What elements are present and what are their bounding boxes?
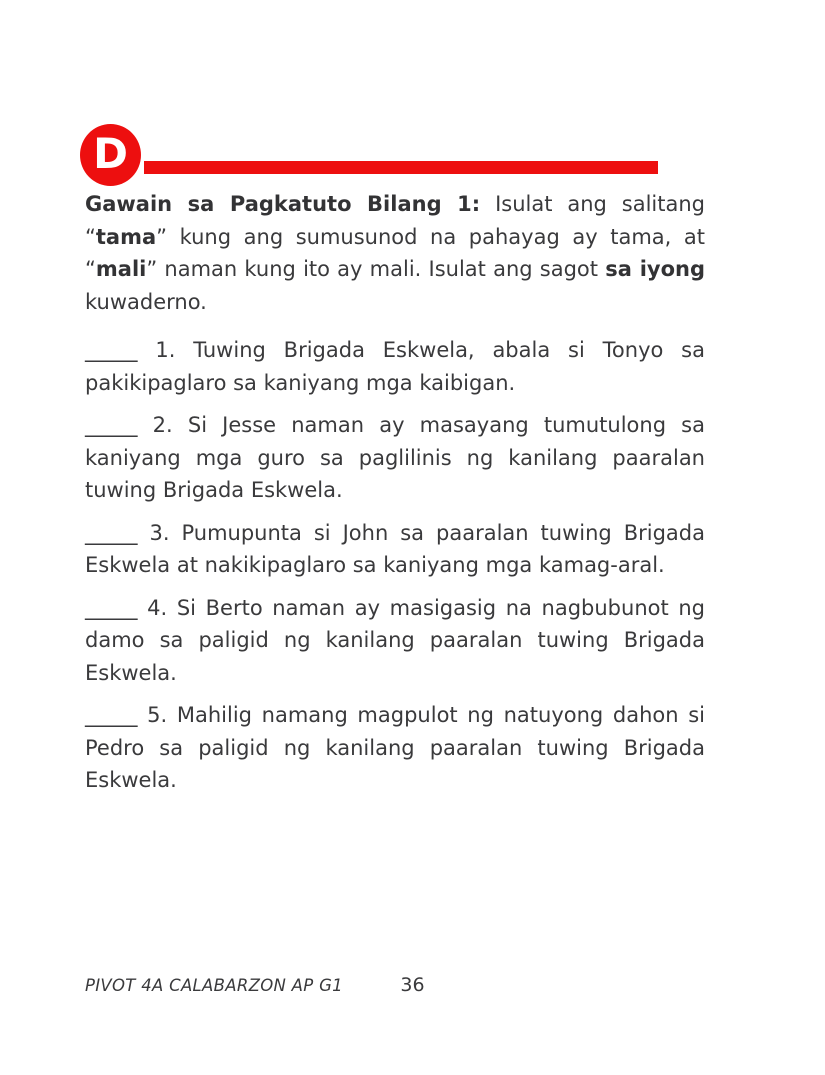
instruction-text-2: ” kung ang sumusunod na pahayag ay tama, at “ bbox=[85, 224, 705, 281]
page-number: 36 bbox=[400, 974, 425, 996]
item-text: Si Jesse naman ay masayang tumutulong sa kaniyang mga guro sa paglilinis ng kanilang paaralan tuwing Brigada Eskwela. bbox=[85, 413, 705, 502]
keyword-sa-iyong: sa iyong bbox=[605, 257, 705, 281]
worksheet-content bbox=[85, 188, 705, 807]
red-divider-line bbox=[144, 161, 658, 174]
item-number: 4. bbox=[147, 595, 168, 620]
footer-module-label: PIVOT 4A CALABARZON AP G1 bbox=[85, 976, 343, 995]
instruction-text-4: kuwaderno. bbox=[85, 289, 207, 314]
instruction-text-1: Isulat ang salitang “ bbox=[85, 192, 706, 249]
worksheet-item-5 bbox=[85, 699, 705, 797]
item-number: 2. bbox=[152, 413, 173, 437]
worksheet-item-3 bbox=[85, 517, 705, 582]
answer-blank: _____ bbox=[85, 595, 138, 620]
item-number: 5. bbox=[147, 703, 168, 727]
worksheet-item-2 bbox=[85, 409, 705, 507]
answer-blank: _____ bbox=[85, 703, 138, 727]
section-letter: D bbox=[93, 129, 128, 178]
answer-blank: _____ bbox=[85, 413, 138, 437]
worksheet-item-1 bbox=[85, 334, 705, 399]
item-number: 3. bbox=[149, 520, 170, 545]
item-text: Tuwing Brigada Eskwela, abala si Tonyo sa pakikipaglaro sa kaniyang mga kaibigan. bbox=[85, 338, 705, 395]
instruction-paragraph bbox=[85, 188, 705, 318]
item-number: 1. bbox=[155, 338, 176, 362]
section-d-badge bbox=[80, 124, 141, 186]
instruction-title: Gawain sa Pagkatuto Bilang 1: bbox=[85, 192, 481, 216]
keyword-mali: mali bbox=[95, 257, 147, 281]
worksheet-item-4 bbox=[85, 592, 705, 690]
item-text: Si Berto naman ay masigasig na nagbubunot ng damo sa paligid ng kanilang paaralan tuwing Brigada Eskwela. bbox=[85, 595, 705, 685]
item-text: Mahilig namang magpulot ng natuyong dahon si Pedro sa paligid ng kanilang paaralan tuwing Brigada Eskwela. bbox=[85, 703, 705, 792]
item-text: Pumupunta si John sa paaralan tuwing Brigada Eskwela at nakikipaglaro sa kaniyang mga kamag-aral. bbox=[85, 520, 705, 577]
keyword-tama: tama bbox=[95, 224, 157, 249]
instruction-text-3: ” naman kung ito ay mali. Isulat ang sagot bbox=[146, 257, 606, 281]
answer-blank: _____ bbox=[85, 520, 138, 545]
answer-blank: _____ bbox=[85, 338, 138, 362]
